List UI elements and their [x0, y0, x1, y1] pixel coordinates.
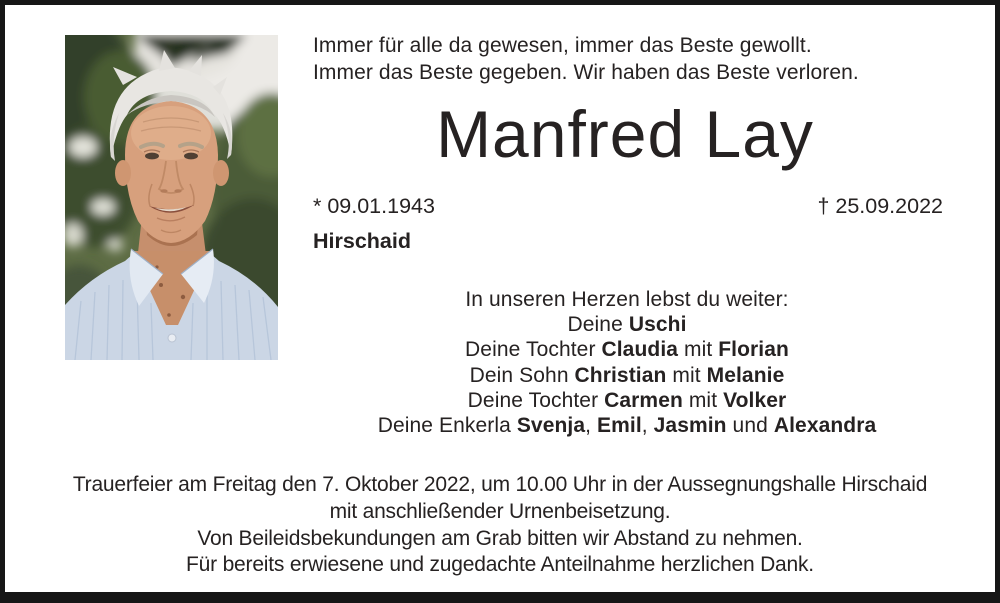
notice-sheet	[5, 5, 995, 592]
family-member-name: Christian	[574, 363, 667, 387]
family-relation-text: Dein Sohn	[469, 363, 575, 387]
funeral-line-3: Von Beileidsbekundungen am Grab bitten wir Abstand zu nehmen.	[197, 526, 803, 550]
family-member-name: Alexandra	[773, 414, 877, 438]
funeral-line-1: Trauerfeier am Freitag den 7. Oktober 2022, um 10.00 Uhr in der Aussegnungshalle Hirschaid	[72, 473, 928, 496]
family-member-name: Volker	[723, 388, 787, 412]
epitaph-line-1: Immer für alle da gewesen, immer das Beste gewollt.	[313, 34, 812, 57]
family-intro: In unseren Herzen lebst du weiter:	[465, 288, 789, 311]
family-relation-text: Deine	[567, 313, 629, 337]
family-relation-text: Deine Tochter	[465, 338, 602, 362]
epitaph	[313, 33, 973, 86]
family-line	[303, 413, 951, 438]
funeral-line-4: Für bereits erwiesene und zugedachte Anteilnahme herzlichen Dank.	[186, 553, 814, 577]
family-member-name: Carmen	[604, 388, 683, 412]
family-line	[303, 363, 951, 388]
family-member-name: Florian	[718, 338, 789, 362]
family-relation-text: Deine Enkerla	[377, 414, 517, 438]
family-block	[303, 287, 951, 438]
family-relation-text: ,	[641, 414, 654, 438]
deceased-name: Manfred Lay	[436, 97, 814, 171]
death-date: † 25.09.2022	[817, 194, 943, 218]
family-line	[303, 388, 951, 413]
family-relation-text: mit	[678, 338, 719, 362]
family-relation-text: mit	[666, 363, 707, 387]
family-member-name: Melanie	[706, 363, 785, 387]
funeral-info	[5, 472, 995, 579]
family-relation-text: und	[726, 414, 774, 438]
epitaph-line-2: Immer das Beste gegeben. Wir haben das Beste verloren.	[313, 60, 859, 84]
birth-date: * 09.01.1943	[313, 194, 435, 218]
portrait-photo	[65, 35, 278, 360]
family-member-name: Emil	[597, 414, 642, 438]
family-member-name: Claudia	[601, 338, 679, 362]
family-line	[303, 312, 951, 337]
portrait-illustration	[65, 35, 278, 360]
funeral-line-2: mit anschließender Urnenbeisetzung.	[329, 499, 671, 523]
family-relation-text: Deine Tochter	[467, 388, 605, 412]
family-relation-text: ,	[585, 414, 598, 438]
family-member-name: Jasmin	[653, 414, 727, 438]
place-of-residence: Hirschaid	[313, 229, 411, 253]
family-relation-text: mit	[682, 388, 724, 412]
dates-row	[313, 193, 943, 219]
family-member-name: Uschi	[628, 313, 687, 337]
family-member-name: Svenja	[516, 414, 586, 438]
family-line	[303, 337, 951, 362]
